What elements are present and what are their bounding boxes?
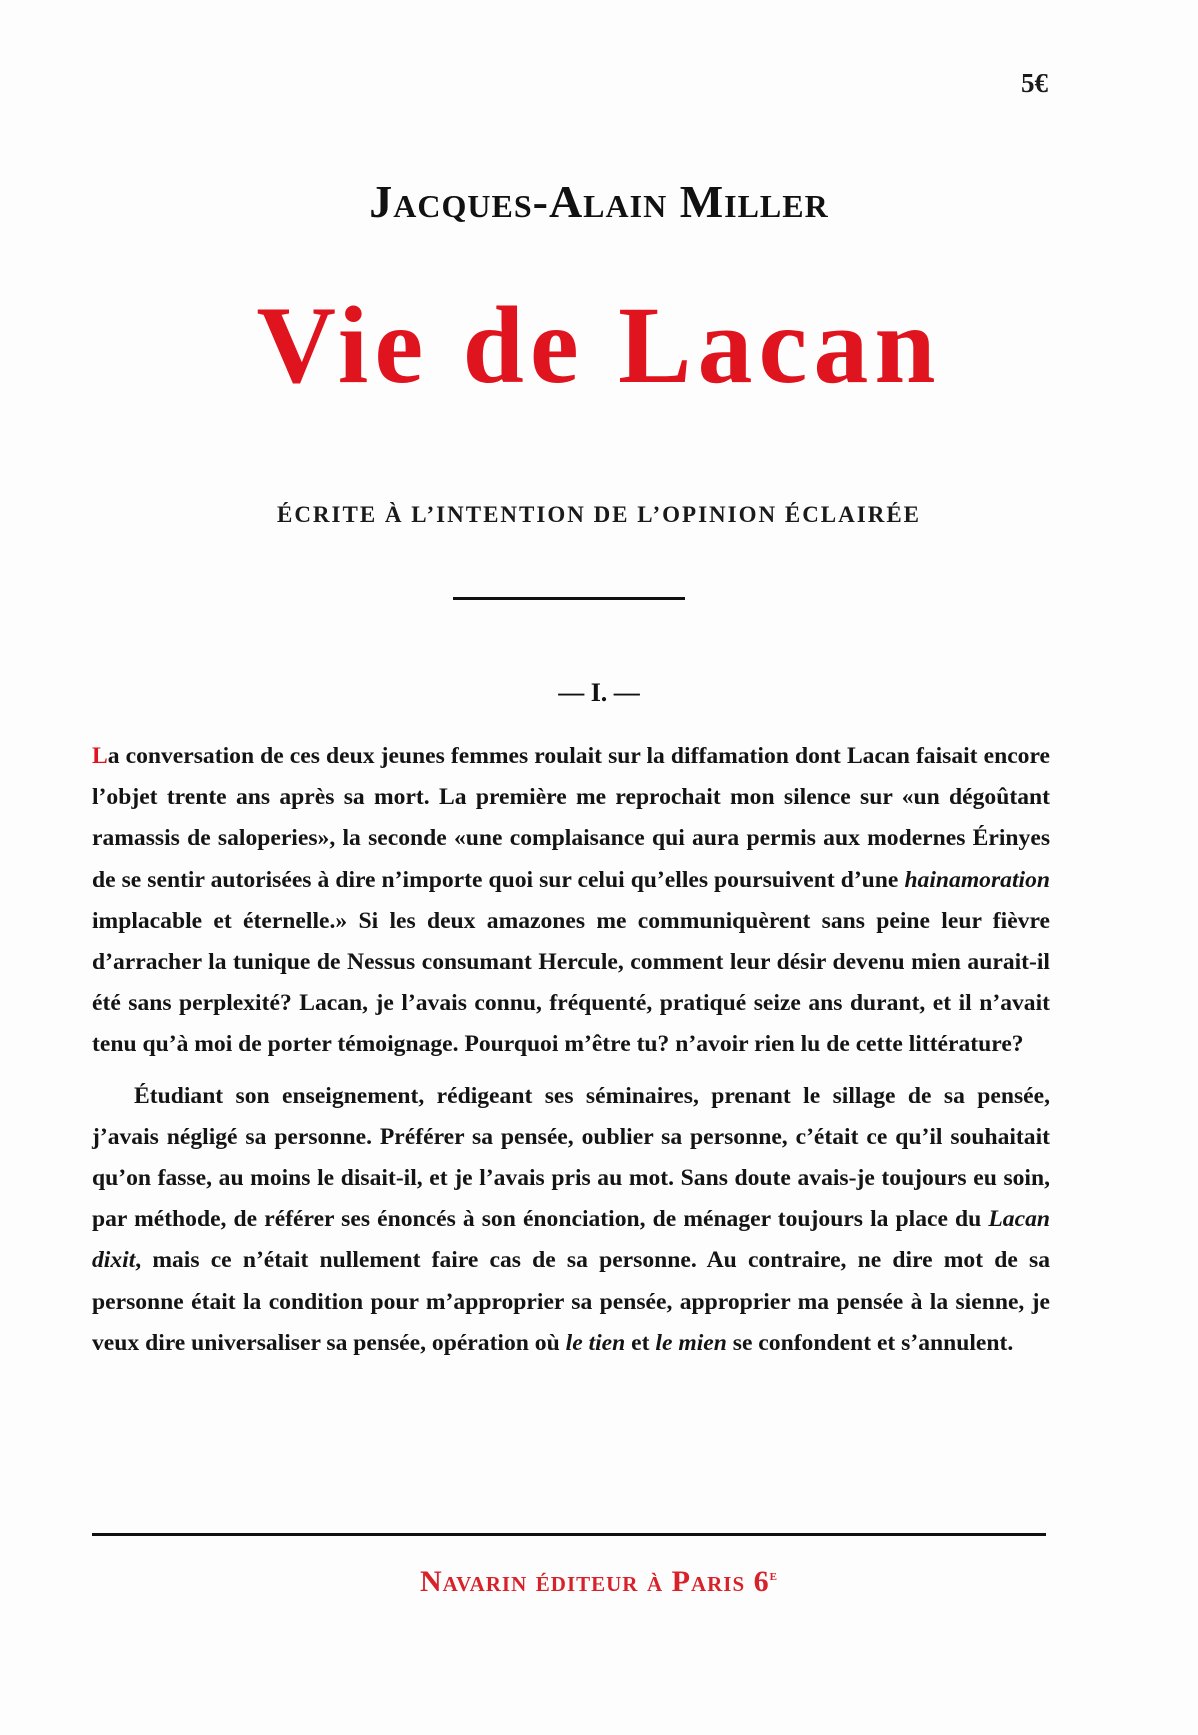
body-text bbox=[92, 736, 1050, 1364]
paragraph-2-text-a: Étudiant son enseignement, rédigeant ses séminaires, prenant le sillage de sa pensée, j’avais négligé sa personne. Préférer sa pensée, oublier sa personne, c’était ce qu’il souhaitait qu’on fasse, au moins le disait-il, et je l’avais pris au mot. Sans doute avais-je toujours eu soin, par méthode, de référer ses énoncés à son énonciation, de ménager toujours la place du bbox=[92, 1082, 1050, 1233]
paragraph-2-text-d: se confondent et s’annulent. bbox=[726, 1329, 1014, 1356]
paragraph-1-text-a: a conversation de ces deux jeunes femmes roulait sur la diffamation dont Lacan faisait encore l’objet trente ans après sa mort. La première me reprochait mon silence sur «un dégoûtant ramassis de saloperies», la seconde «une complaisance qui aura permis aux modernes Érinyes de se sentir autorisées à dire n’importe quoi sur celui qu’elles poursuivent d’une bbox=[92, 743, 1050, 893]
paragraph-1 bbox=[92, 736, 1050, 1066]
publisher-superscript: e bbox=[769, 1568, 778, 1584]
paragraph-1-text-b: implacable et éternelle.» Si les deux amazones me communiquèrent sans peine leur fièvre d’arracher la tunique de Nessus consumant Hercule, comment leur désir devenu mien aurait-il été sans perplexité? Lacan, je l’avais connu, fréquenté, pratiqué seize ans durant, et il n’avait tenu qu’à moi de porter témoignage. Pourquoi m’être tu? n’avoir rien lu de cette littérature? bbox=[92, 907, 1050, 1058]
publisher-line bbox=[0, 1565, 1198, 1599]
title-divider bbox=[453, 597, 685, 600]
book-title: Vie de Lacan bbox=[256, 284, 942, 406]
book-subtitle: ÉCRITE À L’INTENTION DE L’OPINION ÉCLAIRÉE bbox=[276, 502, 922, 527]
paragraph-1-italic-term: hainamoration bbox=[904, 866, 1050, 893]
paragraph-2-italic-le-mien: le mien bbox=[655, 1329, 727, 1356]
publisher-name: Navarin éditeur à Paris 6 bbox=[420, 1565, 770, 1598]
section-number: — I. — bbox=[558, 678, 640, 707]
paragraph-2-text-b: , mais ce n’était nullement faire cas de sa personne. Au contraire, ne dire mot de sa personne était la condition pour m’approprier sa pensée, approprier ma pensée à la sienne, je veux dire universaliser sa pensée, opération où bbox=[92, 1247, 1050, 1356]
author-name: Jacques-Alain Miller bbox=[369, 176, 829, 227]
price-label: 5€ bbox=[1021, 68, 1048, 98]
paragraph-2-text-c: et bbox=[625, 1329, 656, 1356]
paragraph-2-italic-le-tien: le tien bbox=[565, 1329, 626, 1356]
footer-divider bbox=[92, 1533, 1046, 1536]
paragraph-2 bbox=[92, 1076, 1050, 1364]
paragraph-2-italic-lacan-dixit: Lacan dixit bbox=[92, 1206, 1050, 1274]
drop-cap-letter: L bbox=[92, 743, 108, 769]
